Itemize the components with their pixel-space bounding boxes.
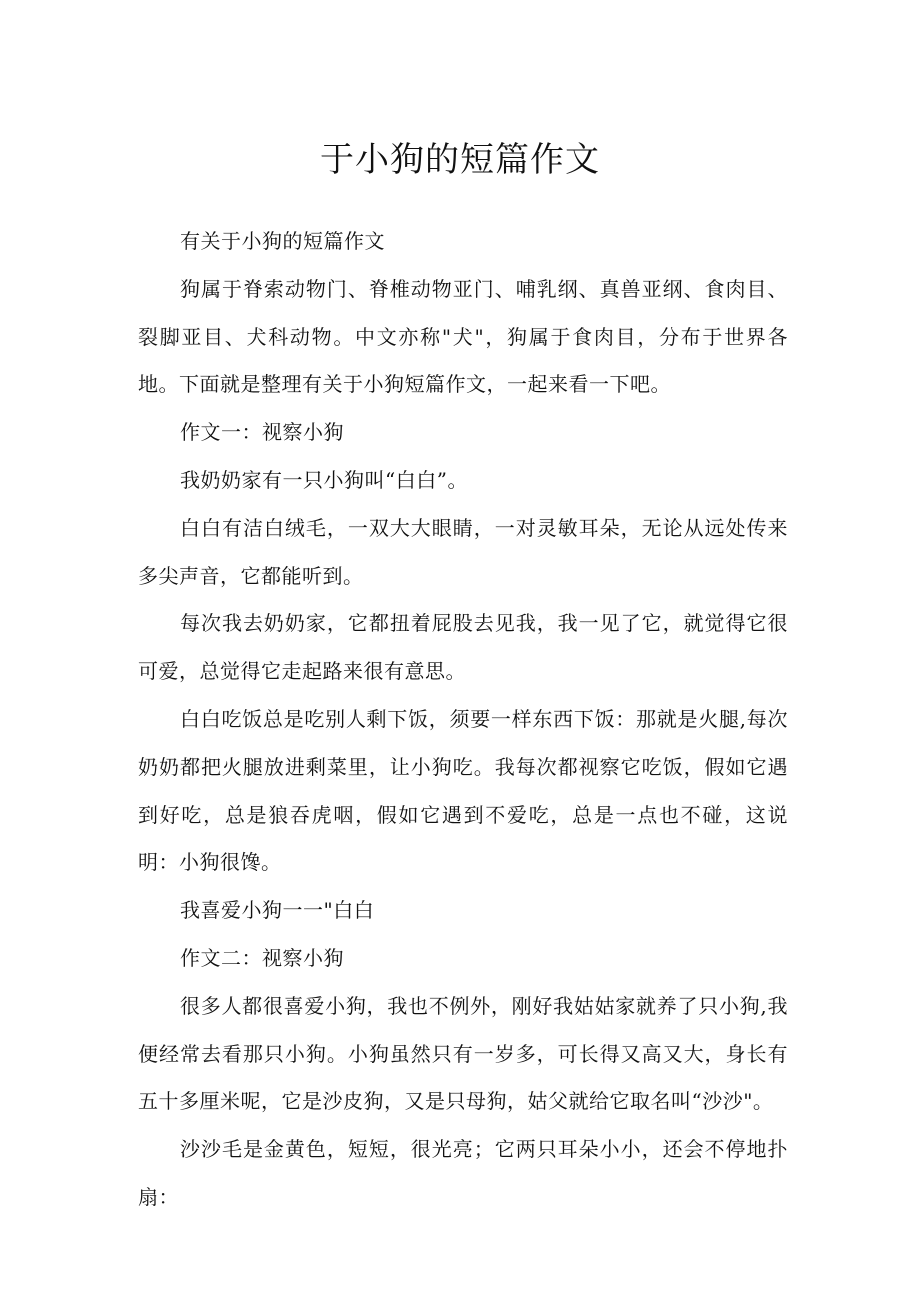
paragraph-essay-one-heading: 作文一：视察小狗 bbox=[180, 420, 344, 445]
paragraph-intro: 狗属于脊索动物门、脊椎动物亚门、哺乳纲、真兽亚纲、食肉目、裂脚亚目、犬科动物。中文亦称"犬"，狗属于食肉目，分布于世界各地。下面就是整理有关于小狗短篇作文，一起来看一下吧。 bbox=[138, 276, 788, 397]
paragraph-subtitle: 有关于小狗的短篇作文 bbox=[180, 229, 385, 253]
paragraph: 沙沙毛是金黄色，短短，很光亮；它两只耳朵小小，还会不停地扑扇： bbox=[138, 1137, 788, 1209]
paragraph: 白白吃饭总是吃别人剩下饭，须要一样东西下饭：那就是火腿,每次奶奶都把火腿放进剩菜里，让小狗吃。我每次都视察它吃饭，假如它遇到好吃，总是狼吞虎咽，假如它遇到不爱吃，总是一点也不碰，这说明：小狗很馋。 bbox=[138, 706, 788, 875]
paragraph: 每次我去奶奶家，它都扭着屁股去见我，我一见了它，就觉得它很可爱，总觉得它走起路来很有意思。 bbox=[138, 611, 788, 684]
paragraph: 我喜爱小狗一一"白白 bbox=[180, 898, 375, 923]
paragraph: 很多人都很喜爱小狗，我也不例外，刚好我姑姑家就养了只小狗,我便经常去看那只小狗。小狗虽然只有一岁多，可长得又高又大，身长有五十多厘米呢，它是沙皮狗，又是只母狗，姑父就给它取名叫“沙沙"。 bbox=[138, 993, 788, 1114]
paragraph: 白白有洁白绒毛，一双大大眼睛，一对灵敏耳朵，无论从远处传来多尖声音，它都能听到。 bbox=[138, 515, 788, 588]
document-title: 于小狗的短篇作文 bbox=[320, 140, 600, 180]
document-body bbox=[138, 218, 788, 1222]
paragraph-essay-two-heading: 作文二：视察小狗 bbox=[180, 945, 344, 970]
paragraph: 我奶奶家有一只小狗叫“白白”。 bbox=[180, 467, 468, 492]
